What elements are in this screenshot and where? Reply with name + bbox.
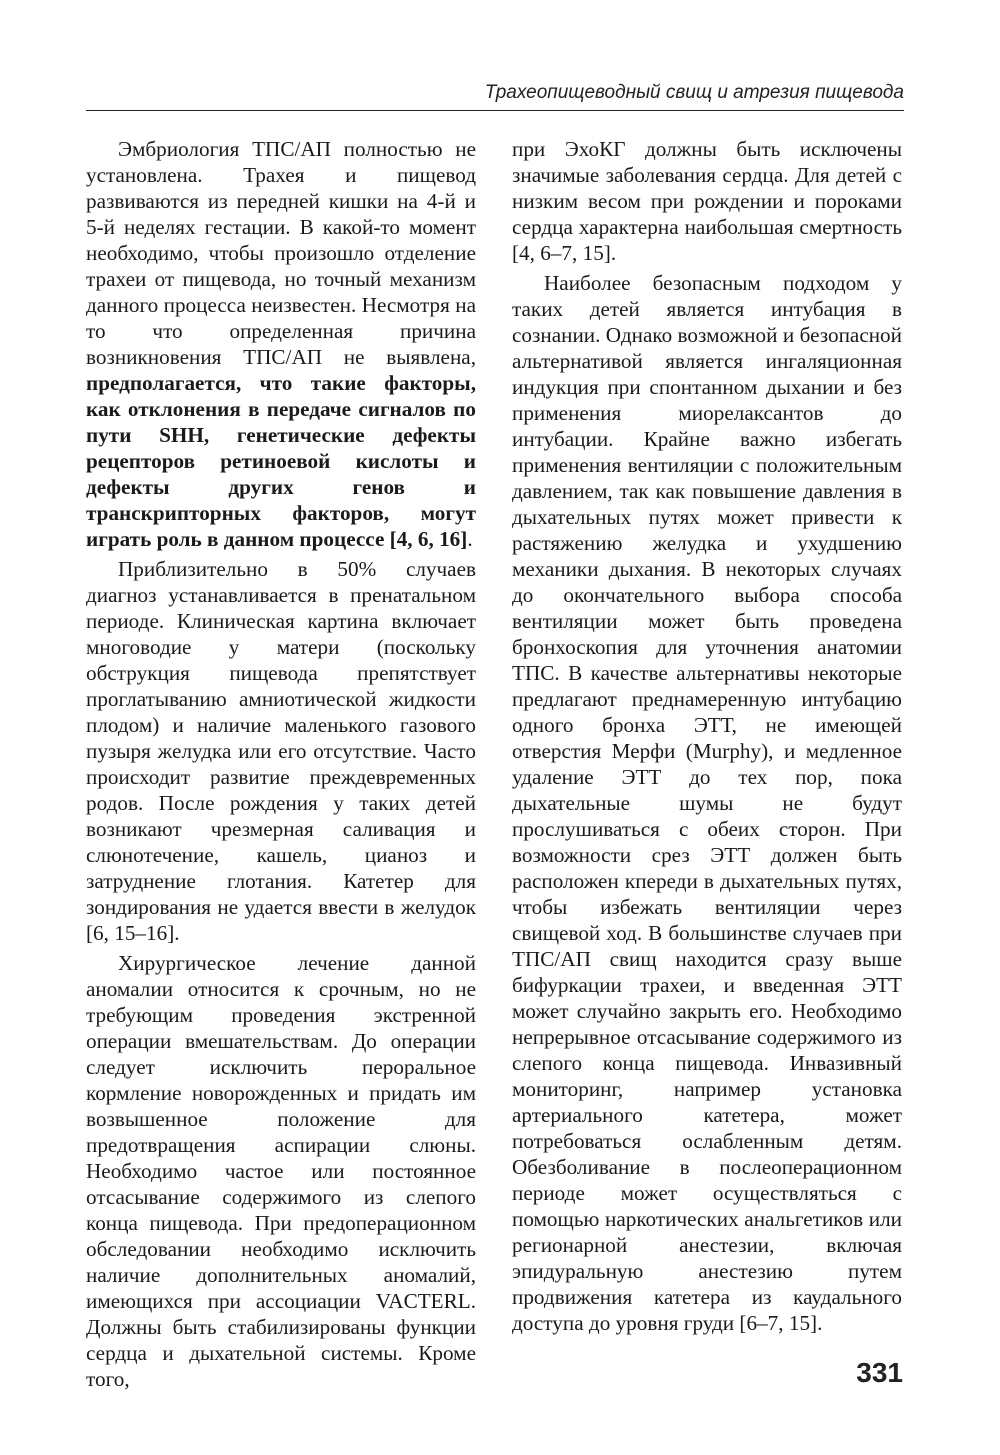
paragraph-echocardiography: при ЭхоКГ должны быть исключены значимые заболевания сердца. Для детей с низким весом при рождении и пороками сердца характерна наибольшая смертность [4, 6–7, 15]. [512, 137, 902, 265]
paragraph-embryology [86, 136, 476, 552]
paragraph-embryology-text: Эмбриология ТПС/АП полностью не установлена. Трахея и пищевод развиваются из передней кишки на 4-й и 5-й неделях гестации. В какой-то момент необходимо, чтобы произошло отделение трахеи от пищевода, но точный механизм данного процесса неизвестен. Несмотря на то что определенная причина возникновения ТПС/АП не выявлена, [86, 137, 476, 369]
paragraph-embryology-end: . [467, 527, 473, 551]
paragraph-intubation: Наиболее безопасным подходом у таких детей является интубация в сознании. Однако возможной и безопасной альтернативой является ингаляционная индукция при спонтанном дыхании и без применения миорелаксантов до интубации. Крайне важно избегать применения вентиляции с положительным давлением, так как повышение давления в дыхательных путях может привести к растяжению желудка и ухудшению механики дыхания. В некоторых случаях до окончательного выбора способа вентиляции может быть проведена бронхоскопия для уточнения анатомии ТПС. В качестве альтернативы некоторые предлагают преднамеренную интубацию одного бронха ЭТТ, не имеющей отверстия Мерфи (Murphy), и медленное удаление ЭТТ до тех пор, пока дыхательные шумы не будут прослушиваться с обеих сторон. При возможности срез ЭТТ должен быть расположен кпереди в дыхательных путях, чтобы избежать вентиляции через свищевой ход. В большинстве случаев при ТПС/АП свищ находится сразу выше бифуркации трахеи, и введенная ЭТТ может случайно закрыть его. Необходимо непрерывное отсасывание содержимого из слепого конца пищевода. Инвазивный мониторинг, например установка артериального катетера, может потребоваться ослабленным детям. Обезболивание в послеоперационном периоде может осуществляться с помощью наркотических анальгетиков или регионарной анестезии, включая эпидуральную анестезию путем продвижения катетера из каудального доступа до уровня груди [6–7, 15]. [512, 271, 902, 1335]
paragraph-embryology-bold: предполагается, что такие факторы, как отклонения в передаче сигналов по пути SHH, генетические дефекты рецепторов ретиноевой кислоты и дефекты других генов и транскрипторных факторов, могут играть роль в данном процессе [4, 6, 16] [86, 371, 476, 551]
page-number: 331 [856, 1357, 903, 1388]
paragraph-surgery: Хирургическое лечение данной аномалии относится к срочным, но не требующим проведения экстренной операции вмешательствам. До операции следует исключить пероральное кормление новорожденных и придать им возвышенное положение для предотвращения аспирации слюны. Необходимо частое или постоянное отсасывание содержимого из слепого конца пищевода. При предоперационном обследовании необходимо исключить наличие дополнительных аномалий, имеющихся при ассоциации VACTERL. Должны быть стабилизированы функции сердца и дыхательной системы. Кроме того, [86, 951, 476, 1391]
paragraph-diagnosis: Приблизительно в 50% случаев диагноз устанавливается в пренатальном периоде. Клиническая картина включает многоводие у матери (поскольку обструкция пищевода препятствует проглатыванию амниотической жидкости плодом) и наличие маленького газового пузыря желудка или его отсутствие. Часто происходит развитие преждевременных родов. После рождения у таких детей возникают чрезмерная саливация и слюнотечение, кашель, цианоз и затруднение глотания. Катетер для зондирования не удается ввести в желудок [6, 15–16]. [86, 557, 476, 945]
left-column [86, 136, 476, 1392]
running-head: Трахеопищеводный свищ и атрезия пищевода [86, 82, 904, 111]
right-column [512, 136, 902, 1336]
